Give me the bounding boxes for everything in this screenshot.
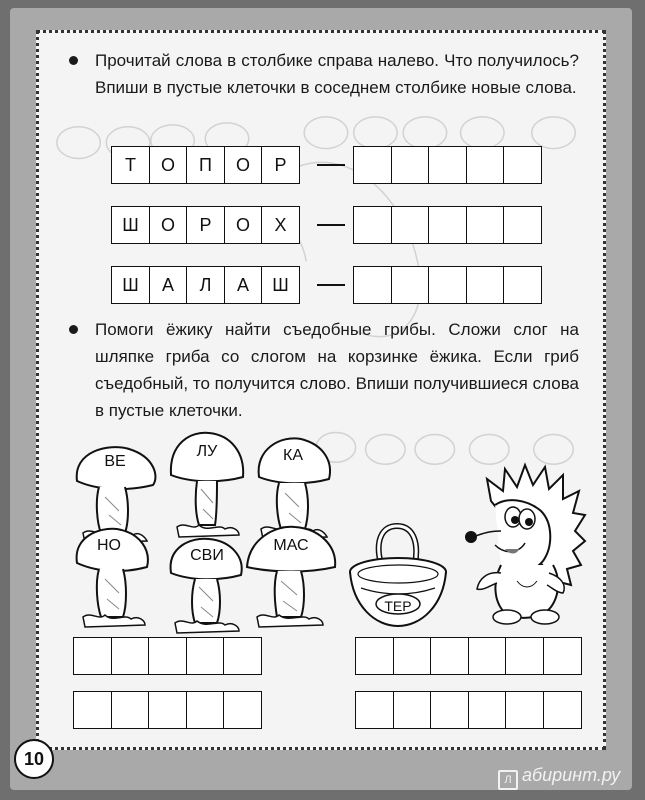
blank-cell[interactable] xyxy=(353,266,392,304)
blank-cell[interactable] xyxy=(223,637,262,675)
mushroom xyxy=(161,429,253,539)
letter-cell: П xyxy=(186,146,225,184)
task1-text: Прочитай слова в столбике справа налево. Что получилось? Впиши в пустые клеточки в соседнем столбике новые слова. xyxy=(95,51,579,97)
task2-text: Помоги ёжику найти съедобные грибы. Сложи слог на шляпке гриба со слогом на корзинке ёжика. Если гриб съедобный, то получится слово. Впиши получившиеся слова в пустые клеточки. xyxy=(95,320,579,420)
source-word-cells xyxy=(111,206,300,244)
mushroom-syllable: СВИ xyxy=(190,547,224,564)
blank-cell[interactable] xyxy=(430,637,469,675)
basket-syllable: ТЕР xyxy=(384,598,412,614)
letter-cell: О xyxy=(224,146,263,184)
letter-cell: А xyxy=(149,266,188,304)
blank-cell[interactable] xyxy=(186,691,225,729)
basket xyxy=(345,522,451,630)
blank-cell[interactable] xyxy=(73,691,112,729)
blank-cell[interactable] xyxy=(430,691,469,729)
answer-cells xyxy=(353,206,542,244)
mushroom xyxy=(161,533,253,643)
blank-cell[interactable] xyxy=(428,206,467,244)
blank-cell[interactable] xyxy=(505,637,544,675)
blank-cell[interactable] xyxy=(353,146,392,184)
answer-grid xyxy=(73,637,262,675)
answer-grid xyxy=(73,691,262,729)
blank-cell[interactable] xyxy=(393,637,432,675)
watermark-text: абиринт.ру xyxy=(522,765,621,785)
mushroom-syllable: ВЕ xyxy=(104,453,126,470)
letter-cell: Р xyxy=(261,146,300,184)
letter-cell: Р xyxy=(186,206,225,244)
letter-cell: Ш xyxy=(261,266,300,304)
blank-cell[interactable] xyxy=(355,637,394,675)
blank-cell[interactable] xyxy=(148,691,187,729)
letter-cell: О xyxy=(149,206,188,244)
letter-cell: Ш xyxy=(111,266,150,304)
letter-cell: Л xyxy=(186,266,225,304)
mushroom-syllable: ЛУ xyxy=(196,443,218,460)
blank-cell[interactable] xyxy=(466,266,505,304)
mushroom-syllable: НО xyxy=(97,537,121,554)
blank-cell[interactable] xyxy=(543,691,582,729)
blank-cell[interactable] xyxy=(466,146,505,184)
hedgehog-icon xyxy=(457,461,587,631)
worksheet xyxy=(36,30,606,750)
answer-grid xyxy=(355,637,582,675)
source-word-cells xyxy=(111,146,300,184)
bullet-icon xyxy=(69,56,78,65)
page-number: 10 xyxy=(14,739,54,779)
blank-cell[interactable] xyxy=(73,637,112,675)
mushroom xyxy=(69,525,161,635)
mushroom-syllable: КА xyxy=(283,447,303,464)
answer-cells xyxy=(353,146,542,184)
blank-cell[interactable] xyxy=(223,691,262,729)
letter-cell: Х xyxy=(261,206,300,244)
mushroom xyxy=(241,523,341,633)
hedgehog xyxy=(457,461,587,631)
blank-cell[interactable] xyxy=(355,691,394,729)
blank-cell[interactable] xyxy=(543,637,582,675)
blank-cell[interactable] xyxy=(503,146,542,184)
task-instructions-mushrooms xyxy=(69,316,579,424)
blank-cell[interactable] xyxy=(428,266,467,304)
letter-cell: О xyxy=(224,206,263,244)
blank-cell[interactable] xyxy=(111,691,150,729)
blank-cell[interactable] xyxy=(428,146,467,184)
source-word-cells xyxy=(111,266,300,304)
answer-cells xyxy=(353,266,542,304)
blank-cell[interactable] xyxy=(391,206,430,244)
letter-cell: А xyxy=(224,266,263,304)
mushroom-syllable: МАС xyxy=(273,537,309,554)
blank-cell[interactable] xyxy=(503,266,542,304)
blank-cell[interactable] xyxy=(148,637,187,675)
answer-grid xyxy=(355,691,582,729)
blank-cell[interactable] xyxy=(391,146,430,184)
dash-divider xyxy=(317,224,345,226)
blank-cell[interactable] xyxy=(466,206,505,244)
dash-divider xyxy=(317,284,345,286)
blank-cell[interactable] xyxy=(353,206,392,244)
blank-cell[interactable] xyxy=(111,637,150,675)
letter-cell: О xyxy=(149,146,188,184)
blank-cell[interactable] xyxy=(186,637,225,675)
dash-divider xyxy=(317,164,345,166)
watermark xyxy=(498,765,620,790)
blank-cell[interactable] xyxy=(505,691,544,729)
brand-logo-icon: Л xyxy=(498,770,518,790)
task-instructions-reverse-words xyxy=(69,47,579,101)
letter-cell: Т xyxy=(111,146,150,184)
blank-cell[interactable] xyxy=(391,266,430,304)
bullet-icon xyxy=(69,325,78,334)
blank-cell[interactable] xyxy=(468,637,507,675)
blank-cell[interactable] xyxy=(503,206,542,244)
blank-cell[interactable] xyxy=(393,691,432,729)
letter-cell: Ш xyxy=(111,206,150,244)
blank-cell[interactable] xyxy=(468,691,507,729)
